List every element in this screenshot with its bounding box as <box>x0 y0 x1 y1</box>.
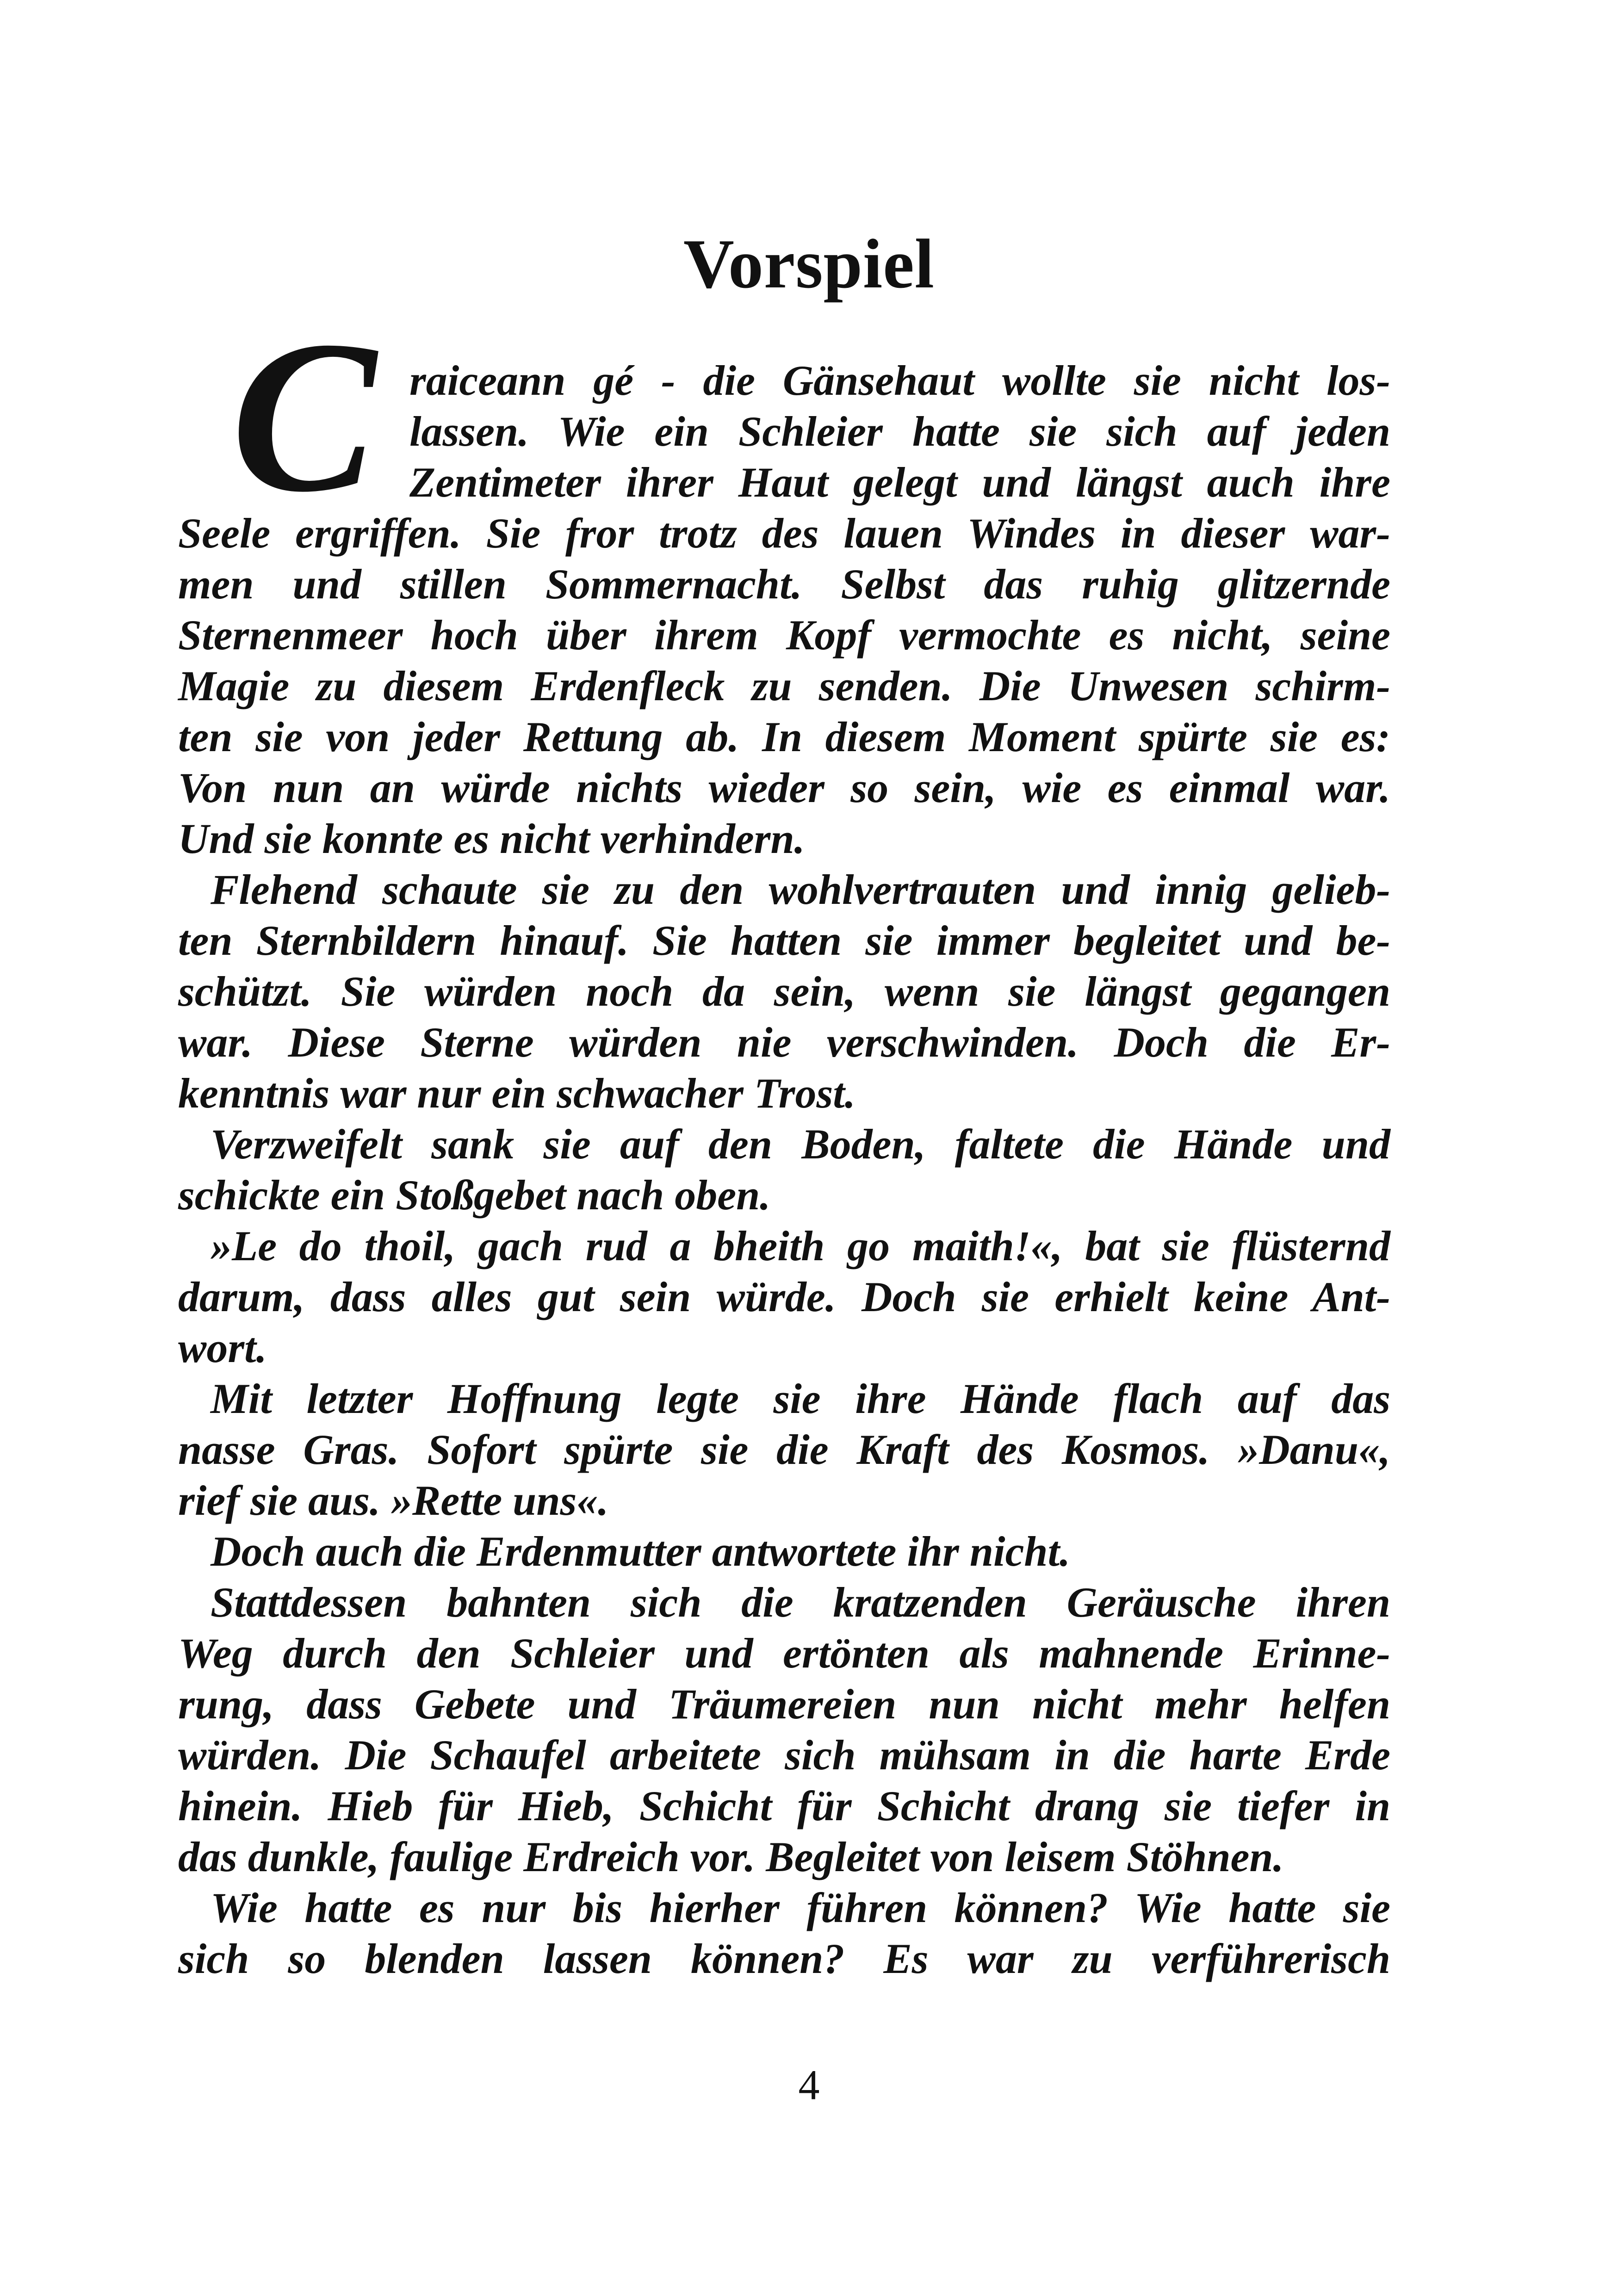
text-line: kenntnis war nur ein schwacher Trost. <box>178 1070 855 1117</box>
text-line: lassen. Wie ein Schleier hatte sie sich auf jeden <box>409 408 1390 455</box>
text-line: schickte ein Stoßgebet nach oben. <box>178 1171 771 1219</box>
text-line: ten sie von jeder Rettung ab. In diesem Moment spürte sie es: <box>178 713 1390 760</box>
text-line: Zentimeter ihrer Haut gelegt und längst auch ihre <box>409 459 1390 506</box>
text-line: nasse Gras. Sofort spürte sie die Kraft des Kosmos. »Danu«, <box>178 1426 1390 1473</box>
text-line: Magie zu diesem Erdenfleck zu senden. Die Unwesen schirm- <box>178 662 1390 709</box>
text-line: sich so blenden lassen können? Es war zu verführerisch <box>178 1935 1390 1982</box>
text-line: Flehend schaute sie zu den wohlvertrauten und innig gelieb- <box>211 866 1390 913</box>
text-line: Verzweifelt sank sie auf den Boden, faltete die Hände und <box>211 1120 1390 1168</box>
chapter-title: Vorspiel <box>683 225 935 303</box>
text-line: schützt. Sie würden noch da sein, wenn sie längst gegangen <box>178 968 1390 1015</box>
text-line: würden. Die Schaufel arbeitete sich mühsam in die harte Erde <box>178 1731 1390 1779</box>
text-line: das dunkle, faulige Erdreich vor. Begleitet von leisem Stöhnen. <box>178 1833 1284 1880</box>
text-line: ten Sternbildern hinauf. Sie hatten sie immer begleitet und be- <box>178 917 1390 964</box>
text-line: Wie hatte es nur bis hierher führen können? Wie hatte sie <box>211 1884 1390 1931</box>
text-line: Mit letzter Hoffnung legte sie ihre Hände flach auf das <box>211 1375 1390 1422</box>
text-line: Doch auch die Erdenmutter antwortete ihr nicht. <box>211 1528 1071 1575</box>
text-line: rief sie aus. »Rette uns«. <box>178 1477 609 1524</box>
text-line: raiceann gé - die Gänsehaut wollte sie nicht los- <box>409 357 1390 404</box>
text-line: war. Diese Sterne würden nie verschwinden. Doch die Er- <box>178 1019 1390 1066</box>
text-line: men und stillen Sommernacht. Selbst das ruhig glitzernde <box>178 560 1390 608</box>
text-line: Sternenmeer hoch über ihrem Kopf vermochte es nicht, seine <box>178 611 1390 659</box>
text-line: Stattdessen bahnten sich die kratzenden Geräusche ihren <box>211 1579 1390 1626</box>
text-line: Seele ergriffen. Sie fror trotz des lauen Windes in dieser war- <box>178 510 1390 557</box>
text-line: wort. <box>178 1324 267 1371</box>
drop-cap: C <box>231 296 377 537</box>
text-line: Weg durch den Schleier und ertönten als mahnende Erinne- <box>178 1630 1390 1677</box>
text-line: Und sie konnte es nicht verhindern. <box>178 815 805 862</box>
text-line: »Le do thoil, gach rud a bheith go maith!«, bat sie flüsternd <box>211 1222 1390 1269</box>
text-line: rung, dass Gebete und Träumereien nun nicht mehr helfen <box>178 1680 1390 1728</box>
text-line: Von nun an würde nichts wieder so sein, wie es einmal war. <box>178 764 1390 811</box>
text-line: darum, dass alles gut sein würde. Doch sie erhielt keine Ant- <box>178 1273 1390 1320</box>
text-line: hinein. Hieb für Hieb, Schicht für Schicht drang sie tiefer in <box>178 1782 1390 1829</box>
page-number: 4 <box>798 2061 820 2109</box>
